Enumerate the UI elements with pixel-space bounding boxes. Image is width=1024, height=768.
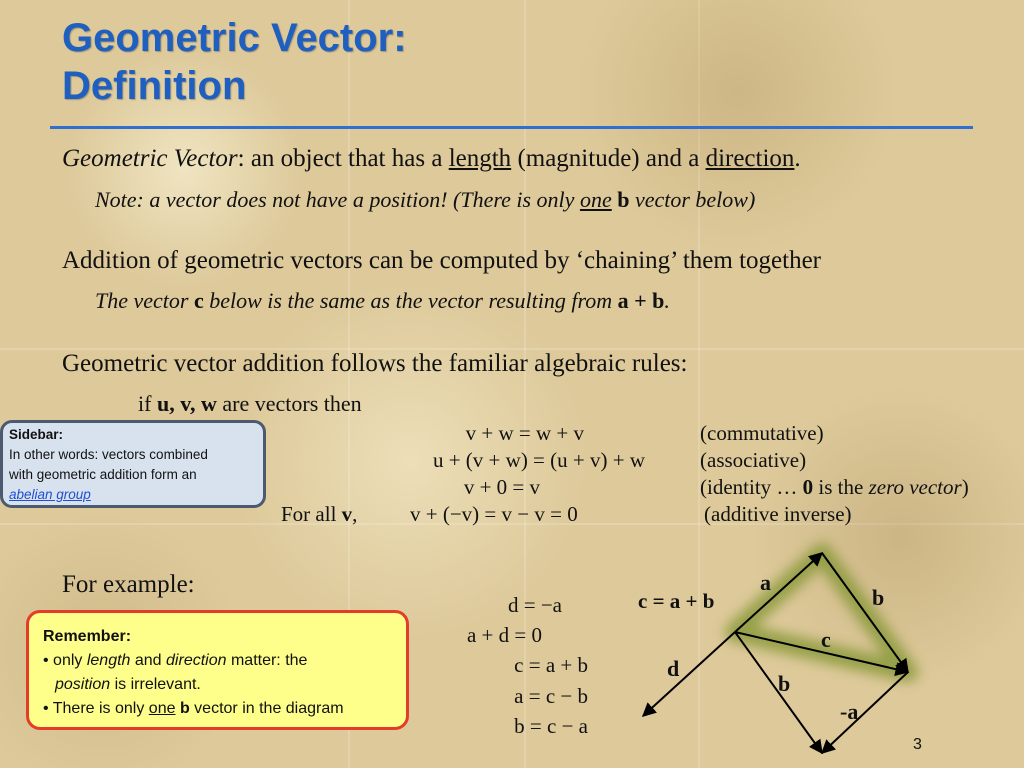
diagram-label-a: a	[760, 570, 771, 595]
for-all-comma: ,	[352, 502, 358, 526]
identity-zero-vector: zero vector	[868, 475, 962, 499]
rb2-one: one	[148, 700, 176, 717]
note-text-2: vector below)	[629, 187, 756, 212]
addition-sub-end: .	[664, 288, 670, 313]
note-b: b	[617, 187, 630, 212]
rule-name-commutative: (commutative)	[700, 421, 824, 445]
title-line-2: Definition	[62, 64, 247, 108]
rb1-position: position	[55, 676, 111, 693]
definition-text-1: : an object that has a	[237, 145, 449, 172]
rb2-c: vector in the diagram	[189, 700, 344, 717]
rb1-and: and	[130, 652, 167, 669]
abelian-group-link[interactable]: abelian group	[9, 487, 91, 502]
diagram-label-c-eq: c = a + b	[638, 589, 715, 613]
slide-title	[62, 14, 407, 110]
length-word: length	[448, 145, 512, 172]
definition-end: .	[794, 145, 801, 172]
remember-heading: Remember:	[43, 628, 132, 645]
diagram-label-b-low: b	[778, 671, 791, 696]
rules-if-line	[138, 391, 362, 417]
addition-subline	[95, 288, 670, 314]
rule-eq-commutative: v + w = w + v	[465, 421, 584, 445]
rb1-a: • only	[43, 652, 87, 669]
note-one: one	[579, 187, 612, 212]
for-all-text: For all	[281, 502, 342, 526]
rules-heading: Geometric vector addition follows the familiar algebraic rules:	[62, 350, 688, 377]
example-label: For example:	[62, 571, 195, 598]
identity-text-1: (identity …	[700, 475, 803, 499]
sidebar-line-1: In other words: vectors combined	[9, 447, 208, 462]
rb2-b: b	[179, 700, 190, 717]
if-rest: are vectors then	[216, 391, 362, 416]
vector-a-arrow	[735, 553, 822, 632]
vector-d-arrow	[643, 632, 735, 716]
example-eq-1: d = −a	[507, 593, 562, 617]
vector-neg-a-arrow	[822, 672, 908, 753]
page-number: 3	[913, 736, 922, 753]
sidebar-line-2: with geometric addition form an	[9, 467, 197, 482]
rb1-b: matter: the	[226, 652, 308, 669]
title-line-1: Geometric Vector:	[62, 16, 407, 60]
sidebar-callout	[0, 420, 266, 508]
addition-sub-1: The vector	[95, 288, 194, 313]
diagram-label-neg-a: -a	[840, 699, 859, 724]
addition-line: Addition of geometric vectors can be computed by ‘chaining’ them together	[62, 247, 822, 274]
title-underline	[50, 126, 973, 129]
remember-bullet-1-cont	[43, 673, 392, 697]
remember-callout	[26, 610, 409, 730]
example-eq-4: a = c − b	[514, 684, 588, 708]
direction-word: direction	[705, 145, 795, 172]
example-eq-2: a + d = 0	[466, 623, 542, 647]
example-eq-5: b = c − a	[514, 714, 588, 738]
definition-line	[62, 145, 801, 173]
identity-text-2: is the	[813, 475, 869, 499]
identity-close: )	[961, 475, 969, 499]
addition-sub-c: c	[193, 288, 204, 313]
definition-term: Geometric Vector	[62, 145, 238, 172]
addition-sub-2: below is the same as the vector resulting from	[203, 288, 618, 313]
rb1-c: is irrelevant.	[110, 676, 201, 693]
rb2-a: • There is only	[43, 700, 149, 717]
note-line	[95, 187, 755, 213]
rule-name-inverse: (additive inverse)	[704, 502, 852, 526]
rb1-length: length	[86, 652, 131, 669]
note-text-1: Note: a vector does not have a position! (There is only	[95, 187, 580, 212]
rule-eq-associative: u + (v + w) = (u + v) + w	[432, 448, 645, 472]
diagram-label-c: c	[821, 627, 831, 652]
rule-name-identity	[700, 475, 969, 500]
rule-eq-inverse: v + (−v) = v − v = 0	[410, 502, 578, 526]
for-all-var: v	[341, 502, 353, 526]
diagram-label-b-top: b	[872, 585, 885, 610]
for-all-label	[281, 502, 357, 527]
rule-name-associative: (associative)	[700, 448, 807, 472]
definition-text-2: (magnitude) and a	[511, 145, 706, 172]
diagram-label-d: d	[667, 656, 680, 681]
if-word: if	[138, 391, 157, 416]
if-vars: u, v, w	[156, 391, 217, 416]
sidebar-heading: Sidebar:	[9, 427, 64, 442]
remember-bullet-1	[43, 649, 392, 673]
vector-diagram	[620, 530, 940, 765]
identity-zero: 0	[802, 475, 814, 499]
rb1-direction: direction	[166, 652, 227, 669]
rule-eq-identity: v + 0 = v	[463, 475, 540, 499]
addition-sub-expr: a + b	[617, 288, 665, 313]
example-eq-3: c = a + b	[514, 653, 588, 677]
remember-bullet-2	[43, 697, 392, 721]
